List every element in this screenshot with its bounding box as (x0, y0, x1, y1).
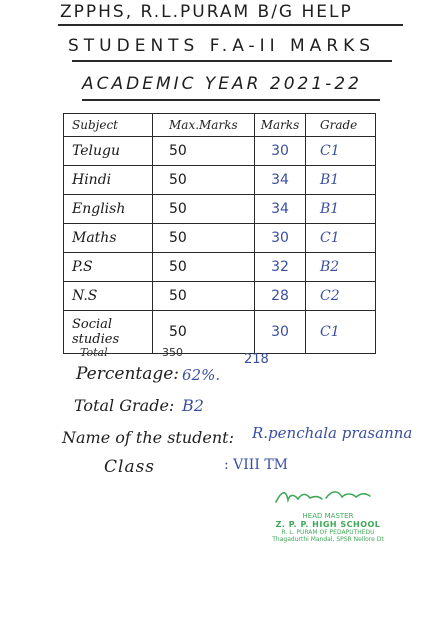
table-row (64, 137, 376, 166)
subject-cell: Telugu (64, 137, 153, 166)
marks-cell: 30 (255, 137, 306, 166)
total-label: Total (80, 346, 108, 359)
class-value: : VIII TM (224, 457, 288, 473)
grade-cell: C2 (306, 282, 376, 311)
table-header-row (64, 114, 376, 137)
subject-cell-text: Social studies (72, 317, 120, 347)
header-underline-3 (82, 99, 380, 101)
school-header: ZPPHS, R.L.PURAM B/G HELP (60, 2, 353, 22)
total-max-marks: 350 (162, 346, 183, 359)
table-row (64, 166, 376, 195)
class-label: Class (104, 457, 156, 477)
subject-cell (64, 311, 153, 354)
table-row (64, 195, 376, 224)
grade-cell: C1 (306, 311, 376, 354)
marks-cell: 30 (255, 311, 306, 354)
signature-icon (268, 484, 388, 508)
max-marks-cell: 50 (153, 195, 255, 224)
student-name-label: Name of the student: (62, 428, 234, 447)
header-underline-1 (58, 24, 403, 26)
column-header-marks: Marks (255, 114, 306, 137)
grade-cell: C1 (306, 137, 376, 166)
marks-cell: 34 (255, 166, 306, 195)
grade-cell: B1 (306, 195, 376, 224)
column-header-subject: Subject (64, 114, 153, 137)
subject-cell: N.S (64, 282, 153, 311)
table-row (64, 253, 376, 282)
stamp-title: HEAD MASTER (302, 512, 354, 520)
max-marks-cell: 50 (153, 137, 255, 166)
marks-cell: 30 (255, 224, 306, 253)
student-name-value: R.penchala prasanna (252, 424, 413, 442)
marks-cell: 32 (255, 253, 306, 282)
head-master-stamp (268, 484, 388, 569)
academic-year: ACADEMIC YEAR 2021-22 (82, 74, 362, 94)
max-marks-cell: 50 (153, 282, 255, 311)
max-marks-cell: 50 (153, 253, 255, 282)
table-row (64, 224, 376, 253)
grade-cell: B1 (306, 166, 376, 195)
percentage-label: Percentage: (76, 364, 180, 384)
max-marks-cell: 50 (153, 311, 255, 354)
grade-cell: B2 (306, 253, 376, 282)
table-row (64, 282, 376, 311)
total-grade-value: B2 (182, 396, 204, 415)
total-marks: 218 (244, 352, 269, 367)
marks-cell: 34 (255, 195, 306, 224)
subject-cell: Hindi (64, 166, 153, 195)
stamp-mandal: Thagadurthi Mandal, SPSR Nellore Dt (272, 536, 384, 543)
stamp-address: R. L. PURAM OF PEDAPUTHEDU (281, 529, 375, 536)
total-grade-label: Total Grade: (74, 396, 175, 415)
exam-title: STUDENTS F.A-II MARKS (68, 36, 376, 56)
max-marks-cell: 50 (153, 224, 255, 253)
subject-cell: P.S (64, 253, 153, 282)
subject-cell: Maths (64, 224, 153, 253)
column-header-max-marks: Max.Marks (153, 114, 255, 137)
percentage-value: 62%. (182, 366, 221, 384)
max-marks-cell: 50 (153, 166, 255, 195)
table-row (64, 311, 376, 354)
stamp-school: Z. P. P. HIGH SCHOOL (275, 520, 381, 529)
marks-table (63, 113, 376, 354)
header-overline-2 (72, 60, 392, 62)
marks-cell: 28 (255, 282, 306, 311)
grade-cell: C1 (306, 224, 376, 253)
column-header-grade: Grade (306, 114, 376, 137)
subject-cell: English (64, 195, 153, 224)
